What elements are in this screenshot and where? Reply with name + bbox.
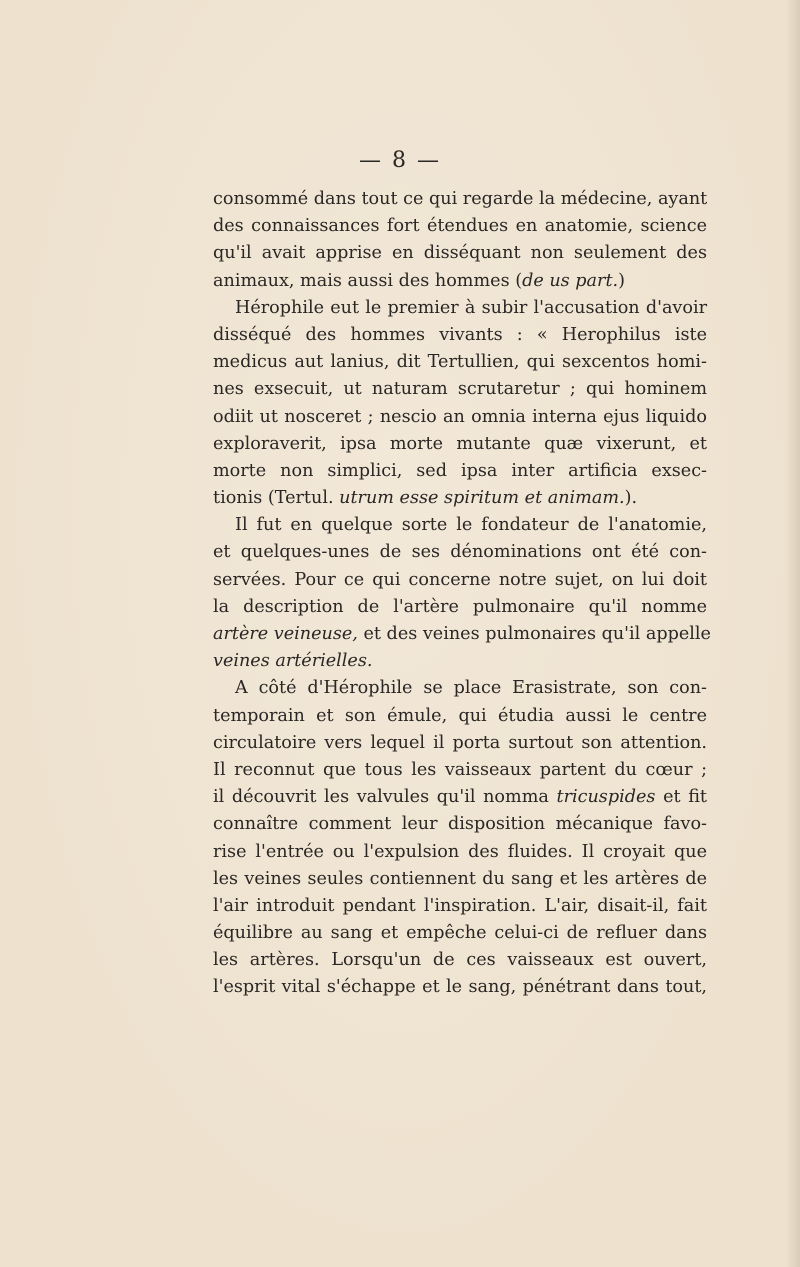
text-line xyxy=(213,240,707,267)
italic-text-run: utrum esse spiritum et animam. xyxy=(339,488,625,509)
text-run: et quelques-unes de ses dénominations ont été con- xyxy=(213,542,707,563)
italic-text-run: de us part. xyxy=(522,270,619,291)
text-run: les artères. Lorsqu'un de ces vaisseaux est ouvert, xyxy=(213,950,707,971)
text-line xyxy=(213,322,707,349)
text-line xyxy=(213,404,707,431)
text-run: nes exsecuit, ut naturam scrutaretur ; qui hominem xyxy=(213,379,707,400)
text-line xyxy=(213,893,707,920)
text-line xyxy=(213,376,707,403)
page-edge-shadow xyxy=(786,0,800,1267)
text-run: servées. Pour ce qui concerne notre sujet, on lui doit xyxy=(213,569,707,590)
text-run: et des veines pulmonaires qu'il appelle xyxy=(357,624,711,644)
text-run: tionis (Tertul. xyxy=(213,488,340,509)
text-line xyxy=(213,757,707,784)
text-run: équilibre au sang et empêche celui-ci de refluer dans xyxy=(213,923,707,944)
text-run: des connaissances fort étendues en anatomie, science xyxy=(213,216,707,237)
text-run: l'air introduit pendant l'inspiration. L'air, disait-il, fait xyxy=(213,895,707,916)
text-line xyxy=(213,512,707,539)
text-line xyxy=(213,567,707,594)
text-line xyxy=(213,186,707,213)
text-line xyxy=(213,349,707,376)
italic-text-run: artère veineuse, xyxy=(213,624,358,644)
text-run: ). xyxy=(624,488,638,509)
text-line xyxy=(213,784,707,811)
text-run: A côté d'Hérophile se place Erasistrate, son con- xyxy=(235,678,707,699)
text-line xyxy=(213,431,707,458)
text-line xyxy=(213,920,707,947)
text-run: connaître comment leur disposition mécanique favo- xyxy=(213,814,707,835)
text-line xyxy=(213,730,707,757)
text-line xyxy=(213,703,707,730)
text-run: circulatoire vers lequel il porta surtout son attention. xyxy=(213,732,707,753)
italic-text-run: veines artérielles. xyxy=(213,651,373,672)
italic-text-run: tricuspides xyxy=(556,787,656,808)
text-run: temporain et son émule, qui étudia aussi le centre xyxy=(213,705,707,726)
text-line xyxy=(213,213,707,240)
text-line xyxy=(213,866,707,893)
text-run: disséqué des hommes vivants : « Herophilus iste xyxy=(213,324,707,345)
text-run: medicus aut lanius, dit Tertullien, qui sexcentos homi- xyxy=(213,352,707,373)
page-number: — 8 — xyxy=(359,148,441,173)
text-run: la description de l'artère pulmonaire qu'il nomme xyxy=(213,596,707,617)
text-run: qu'il avait apprise en disséquant non seulement des xyxy=(213,243,707,264)
text-run: les veines seules contiennent du sang et les artères de xyxy=(213,868,707,889)
text-run: Hérophile eut le premier à subir l'accusation d'avoir xyxy=(235,297,707,318)
text-line xyxy=(213,839,707,866)
text-run: Il fut en quelque sorte le fondateur de l'anatomie, xyxy=(235,515,707,536)
text-line xyxy=(213,295,707,322)
text-line xyxy=(213,974,707,1001)
text-line xyxy=(213,268,707,295)
body-text xyxy=(213,186,711,1002)
text-run: animaux, mais aussi des hommes ( xyxy=(213,270,523,291)
text-line xyxy=(213,811,707,838)
text-run: Il reconnut que tous les vaisseaux partent du cœur ; xyxy=(213,759,707,780)
text-run: et fit xyxy=(655,787,707,808)
text-run: ) xyxy=(618,270,625,291)
text-run: l'esprit vital s'échappe et le sang, pénétrant dans tout, xyxy=(213,977,707,998)
text-line xyxy=(213,539,707,566)
text-run: morte non simplici, sed ipsa inter artificia exsec- xyxy=(213,460,707,481)
text-line xyxy=(213,485,707,512)
text-line xyxy=(213,675,707,702)
text-line xyxy=(213,621,711,648)
text-run: consommé dans tout ce qui regarde la médecine, ayant xyxy=(213,189,708,209)
text-run: exploraverit, ipsa morte mutante quæ vixerunt, et xyxy=(213,433,707,454)
text-run: il découvrit les valvules qu'il nomma xyxy=(213,787,557,808)
text-run: rise l'entrée ou l'expulsion des fluides. Il croyait que xyxy=(213,841,707,862)
text-line xyxy=(213,594,707,621)
text-line xyxy=(213,458,707,485)
text-line xyxy=(213,648,707,675)
text-line xyxy=(213,947,707,974)
text-run: odiit ut nosceret ; nescio an omnia interna ejus liquido xyxy=(213,406,707,427)
